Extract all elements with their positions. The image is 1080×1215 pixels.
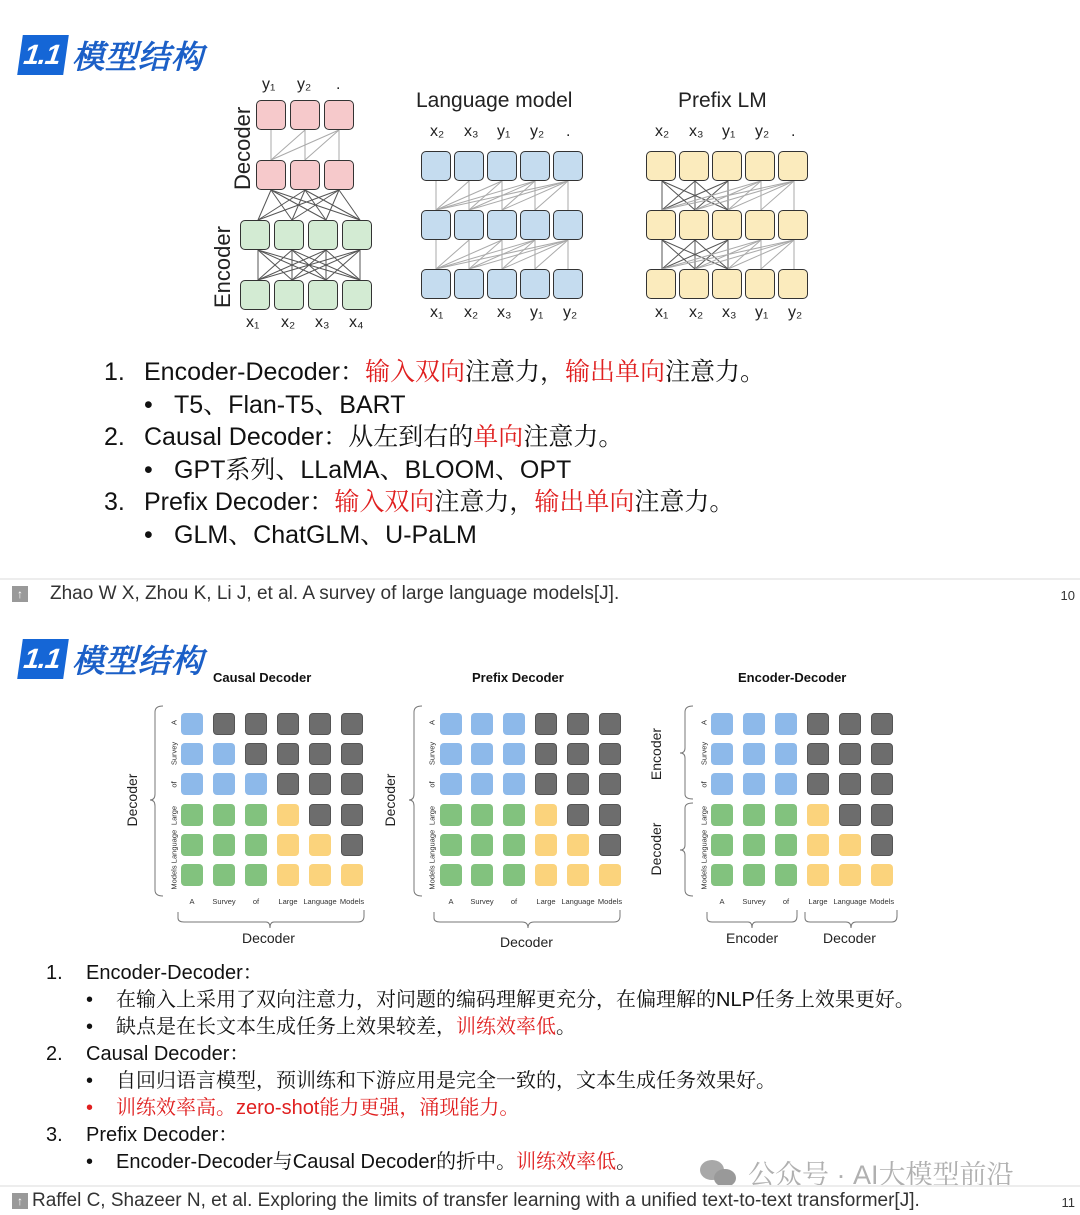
section-badge: 1.1: [17, 639, 69, 679]
attention-cell: [711, 864, 733, 886]
lm-node: [553, 151, 583, 181]
attention-cell: [567, 834, 589, 856]
attention-cell: [440, 834, 462, 856]
attention-cell: [567, 773, 589, 795]
attention-cell: [341, 773, 363, 795]
slide-footer: [0, 1185, 1080, 1213]
attention-cell: [181, 804, 203, 826]
attention-cell: [535, 713, 557, 735]
attention-cell: [245, 864, 267, 886]
attention-cell: [440, 864, 462, 886]
decoder-side-label: Decoder: [230, 106, 255, 190]
attention-cell: [743, 864, 765, 886]
attention-cell: [341, 864, 363, 886]
col-label: Large: [536, 897, 556, 906]
lm-node: [421, 269, 451, 299]
row-label: of: [699, 781, 709, 788]
attention-cell: [277, 834, 299, 856]
page-number: 11: [1061, 1195, 1075, 1210]
attention-cell: [213, 743, 235, 765]
prefix-node: [646, 151, 676, 181]
col-label: A: [189, 897, 195, 906]
attention-cell: [440, 773, 462, 795]
token: x₃: [722, 304, 737, 321]
token: x₂: [281, 314, 296, 331]
attention-cell: [440, 713, 462, 735]
row-label: Large: [699, 805, 709, 826]
side-label: Decoder: [382, 773, 398, 827]
list-subitem: • 训练效率高。zero-shot能力更强，涌现能力。: [86, 1097, 520, 1119]
decoder-node: [256, 100, 286, 130]
attention-cell: [807, 743, 829, 765]
page-number: 10: [1060, 588, 1075, 603]
attention-cell: [871, 804, 893, 826]
attention-cell: [309, 713, 331, 735]
row-label: Survey: [169, 741, 179, 766]
row-label: Survey: [699, 741, 709, 766]
attention-cell: [535, 834, 557, 856]
title-text: 模型结构: [71, 643, 204, 679]
encoder-node: [308, 220, 338, 250]
attention-cell: [181, 834, 203, 856]
attention-cell: [213, 834, 235, 856]
attention-cell: [277, 773, 299, 795]
attention-cell: [471, 773, 493, 795]
matrix-title: Causal Decoder: [213, 670, 312, 685]
encoder-node: [274, 280, 304, 310]
attention-cell: [503, 743, 525, 765]
attention-cell: [839, 713, 861, 735]
lm-node: [454, 151, 484, 181]
attention-cell: [775, 864, 797, 886]
col-label: Models: [597, 897, 623, 906]
col-label: Large: [278, 897, 298, 906]
token: .: [336, 76, 341, 93]
prefix-node: [778, 269, 808, 299]
attention-cell: [245, 773, 267, 795]
prefix-node: [679, 151, 709, 181]
row-label: Language: [699, 829, 709, 864]
attention-cell: [839, 864, 861, 886]
row-label: Large: [169, 805, 179, 826]
encoder-node: [274, 220, 304, 250]
reference-text: Zhao W X, Zhou K, Li J, et al. A survey of large language models[J].: [50, 583, 620, 604]
row-label: Models: [169, 865, 179, 890]
row-label: Models: [699, 865, 709, 890]
attention-cell: [807, 773, 829, 795]
attention-cell: [871, 743, 893, 765]
token: y₁: [722, 123, 736, 140]
token: x₄: [349, 314, 364, 331]
list-item: 2. Causal Decoder：: [46, 1043, 250, 1065]
prefix-node: [646, 269, 676, 299]
wechat-icon: [700, 1158, 740, 1188]
col-label: Large: [808, 897, 828, 906]
attention-cell: [503, 773, 525, 795]
encoder-node: [342, 280, 372, 310]
attention-cell: [775, 743, 797, 765]
row-label: Language: [169, 829, 179, 864]
encoder-node: [308, 280, 338, 310]
attention-cell: [711, 743, 733, 765]
attention-cell: [245, 743, 267, 765]
slide-10: [0, 0, 1080, 604]
attention-cell: [743, 743, 765, 765]
lm-node: [520, 269, 550, 299]
prefix-node: [745, 269, 775, 299]
attention-cell: [599, 804, 621, 826]
attention-cell: [213, 773, 235, 795]
lm-node: [487, 210, 517, 240]
attention-cell: [839, 743, 861, 765]
slide-footer: [0, 578, 1080, 606]
watermark: 公众号 · AI大模型前沿: [700, 1153, 1014, 1192]
bottom-label: Decoder: [500, 934, 553, 950]
attention-cell: [711, 834, 733, 856]
list-subitem: • Encoder-Decoder与Causal Decoder的折中。训练效率低。: [86, 1151, 637, 1173]
lm-node: [421, 210, 451, 240]
attention-cell: [471, 713, 493, 735]
attention-cell: [711, 804, 733, 826]
decoder-node: [256, 160, 286, 190]
col-label: of: [510, 897, 518, 906]
attention-cell: [309, 834, 331, 856]
bottom-label: Decoder: [242, 930, 295, 946]
side-label: Decoder: [124, 773, 140, 827]
encoder-node: [240, 220, 270, 250]
prefix-node: [778, 151, 808, 181]
col-label: Survey: [470, 897, 494, 906]
comparison-list: [46, 960, 915, 1176]
col-label: Models: [869, 897, 895, 906]
row-label: Models: [427, 865, 437, 890]
attention-cell: [341, 713, 363, 735]
attention-cell: [535, 773, 557, 795]
list-item: 1. Encoder-Decoder：输入双向注意力，输出单向注意力。: [104, 358, 766, 386]
list-subitem: • GLM、ChatGLM、U-PaLM: [144, 520, 477, 549]
attention-cell: [871, 864, 893, 886]
attention-cell: [839, 773, 861, 795]
list-item: 1. Encoder-Decoder：: [46, 962, 263, 984]
list-subitem: • 缺点是在长文本生成任务上效果较差，训练效率低。: [86, 1016, 576, 1038]
encoder-node: [240, 280, 270, 310]
token: y₁: [262, 76, 276, 93]
prefix-node: [778, 210, 808, 240]
row-label: A: [427, 720, 437, 726]
token: x₃: [464, 123, 479, 140]
token: x₃: [315, 314, 330, 331]
attention-cell: [839, 834, 861, 856]
token: x₂: [689, 304, 704, 321]
attention-cell: [213, 713, 235, 735]
attention-cell: [599, 713, 621, 735]
lm-node: [487, 151, 517, 181]
attention-cell: [807, 834, 829, 856]
attention-cell: [181, 743, 203, 765]
encoder-side-label: Encoder: [210, 226, 235, 308]
lm-node: [553, 269, 583, 299]
prefix-node: [679, 210, 709, 240]
row-label: of: [427, 781, 437, 788]
token: x₂: [430, 123, 445, 140]
row-label: Large: [427, 805, 437, 826]
attention-cell: [567, 864, 589, 886]
lm-node: [553, 210, 583, 240]
attention-cell: [807, 713, 829, 735]
attention-cell: [181, 713, 203, 735]
attention-cell: [743, 804, 765, 826]
attention-cell: [535, 804, 557, 826]
title-text: 模型结构: [71, 39, 204, 75]
col-label: Language: [561, 897, 595, 906]
bottom-label: Encoder: [726, 930, 779, 946]
decoder-node: [324, 100, 354, 130]
token: x₃: [497, 304, 512, 321]
attention-cell: [775, 773, 797, 795]
lm-node: [454, 269, 484, 299]
attention-cell: [440, 743, 462, 765]
reference-icon: ↑: [12, 586, 28, 602]
attention-cell: [277, 864, 299, 886]
list-subitem: • 自回归语言模型，预训练和下游应用是完全一致的，文本生成任务效果好。: [86, 1070, 776, 1092]
lm-node: [487, 269, 517, 299]
list-item: 3. Prefix Decoder：: [46, 1124, 239, 1146]
col-label: of: [782, 897, 790, 906]
lm-node: [520, 151, 550, 181]
attention-cell: [213, 804, 235, 826]
lm-node: [421, 151, 451, 181]
bottom-label: Decoder: [823, 930, 876, 946]
row-label: A: [699, 720, 709, 726]
prefix-node: [646, 210, 676, 240]
reference-icon: ↑: [12, 1193, 28, 1209]
attention-cell: [775, 713, 797, 735]
attention-cell: [440, 804, 462, 826]
token: x₁: [655, 304, 669, 321]
attention-cell: [277, 743, 299, 765]
attention-cell: [277, 713, 299, 735]
attention-cell: [471, 864, 493, 886]
prefix-node: [679, 269, 709, 299]
attention-cell: [871, 834, 893, 856]
attention-cell: [471, 834, 493, 856]
prefix-node: [712, 151, 742, 181]
attention-cell: [871, 773, 893, 795]
attention-cell: [309, 743, 331, 765]
attention-cell: [277, 804, 299, 826]
attention-cell: [567, 743, 589, 765]
token: y₂: [755, 123, 770, 140]
slide-11: [0, 608, 1080, 1215]
attention-cell: [711, 773, 733, 795]
attention-cell: [599, 864, 621, 886]
decoder-node: [290, 100, 320, 130]
row-label: Language: [427, 829, 437, 864]
col-label: Language: [303, 897, 337, 906]
attention-cell: [341, 743, 363, 765]
attention-cell: [471, 743, 493, 765]
prefix-node: [712, 269, 742, 299]
attention-cell: [599, 834, 621, 856]
attention-cell: [775, 804, 797, 826]
attention-cell: [309, 773, 331, 795]
list-subitem: • T5、Flan-T5、BART: [144, 390, 406, 419]
attention-cell: [341, 804, 363, 826]
attention-cell: [775, 834, 797, 856]
section-badge: 1.1: [17, 35, 69, 75]
attention-cell: [567, 713, 589, 735]
attention-cell: [535, 864, 557, 886]
col-label: Language: [833, 897, 867, 906]
attention-cell: [181, 773, 203, 795]
attention-cell: [181, 864, 203, 886]
token: x₁: [246, 314, 260, 331]
attention-cell: [503, 713, 525, 735]
row-label: A: [169, 720, 179, 726]
token: x₃: [689, 123, 704, 140]
diagram-title: Prefix LM: [678, 89, 767, 112]
col-label: Survey: [742, 897, 766, 906]
token: y₁: [530, 304, 544, 321]
attention-cell: [807, 804, 829, 826]
attention-cell: [309, 864, 331, 886]
token: x₁: [430, 304, 444, 321]
prefix-node: [745, 210, 775, 240]
attention-cell: [743, 713, 765, 735]
token: y₂: [563, 304, 578, 321]
reference-text: Raffel C, Shazeer N, et al. Exploring the limits of transfer learning with a unified text-to-text transformer[J].: [32, 1190, 920, 1211]
lm-node: [454, 210, 484, 240]
attention-cell: [341, 834, 363, 856]
attention-cell: [213, 864, 235, 886]
attention-cell: [871, 713, 893, 735]
list-subitem: • GPT系列、LLaMA、BLOOM、OPT: [144, 455, 572, 484]
token: y₁: [755, 304, 769, 321]
matrix-title: Prefix Decoder: [472, 670, 564, 685]
col-label: Models: [339, 897, 365, 906]
attention-cell: [503, 804, 525, 826]
attention-cell: [535, 743, 557, 765]
prefix-node: [712, 210, 742, 240]
attention-cell: [599, 743, 621, 765]
token: .: [791, 123, 796, 140]
attention-cell: [245, 804, 267, 826]
token: y₂: [530, 123, 545, 140]
attention-cell: [567, 804, 589, 826]
diagram-title: Language model: [416, 89, 573, 112]
attention-cell: [743, 834, 765, 856]
col-label: of: [252, 897, 260, 906]
attention-cell: [245, 713, 267, 735]
token: y₁: [497, 123, 511, 140]
attention-cell: [503, 864, 525, 886]
col-label: Survey: [212, 897, 236, 906]
attention-cell: [245, 834, 267, 856]
attention-cell: [711, 713, 733, 735]
architecture-list: [104, 356, 765, 551]
token: y₂: [788, 304, 803, 321]
token: .: [566, 123, 571, 140]
attention-cell: [807, 864, 829, 886]
matrix-title: Encoder-Decoder: [738, 670, 847, 685]
attention-cell: [309, 804, 331, 826]
list-subitem: • 在输入上采用了双向注意力，对问题的编码理解更充分，在偏理解的NLP任务上效果更好。: [86, 989, 915, 1011]
col-label: A: [448, 897, 454, 906]
list-item: 3. Prefix Decoder：输入双向注意力，输出单向注意力。: [104, 488, 735, 516]
col-label: A: [719, 897, 725, 906]
list-item: 2. Causal Decoder：从左到右的单向注意力。: [104, 423, 624, 451]
attention-cell: [503, 834, 525, 856]
prefix-node: [745, 151, 775, 181]
token: x₂: [464, 304, 479, 321]
lm-node: [520, 210, 550, 240]
attention-cell: [471, 804, 493, 826]
token: y₂: [297, 76, 312, 93]
attention-cell: [839, 804, 861, 826]
decoder-node: [290, 160, 320, 190]
side-label: Encoder: [648, 727, 664, 781]
encoder-node: [342, 220, 372, 250]
attention-cell: [743, 773, 765, 795]
decoder-node: [324, 160, 354, 190]
row-label: of: [169, 781, 179, 788]
row-label: Survey: [427, 741, 437, 766]
attention-cell: [599, 773, 621, 795]
side-label: Decoder: [648, 822, 664, 876]
token: x₂: [655, 123, 670, 140]
